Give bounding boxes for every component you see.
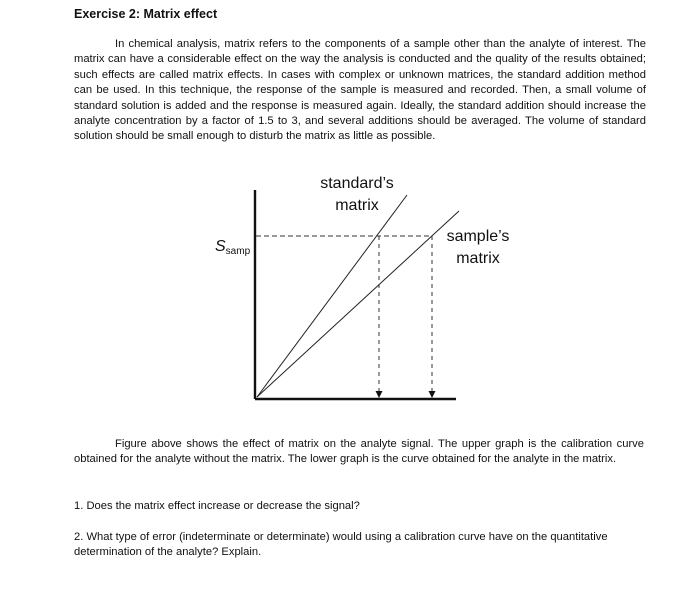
question-1: 1. Does the matrix effect increase or decrease the signal?	[74, 500, 360, 512]
standard-matrix-line	[257, 195, 407, 397]
standard-drop-arrowhead	[376, 391, 383, 398]
question-2: 2. What type of error (indeterminate or determinate) would using a calibration curve have on the quantitative determination of the analyte? Explain.	[74, 531, 608, 559]
caption-text: Figure above shows the effect of matrix on the analyte signal. The upper graph is the calibration curve obtained for the analyte without the matrix. The lower graph is the curve obtained for the analyte in the matrix.	[74, 438, 644, 466]
figure-caption	[74, 437, 644, 468]
intro-text: In chemical analysis, matrix refers to the components of a sample other than the analyte of interest. The matrix can have a considerable effect on the way the analysis is conducted and the quality of the results obtained; such effects are called matrix effects. In cases with complex or unknown matrices, the standard addition method can be used. In this technique, the response of the sample is measured and recorded. Then, a small volume of standard solution is added and the response is measured again. Ideally, the standard addition should increase the analyte concentration by a factor of 1.5 to 3, and several additions should be averaged. The volume of standard solution should be small enough to disturb the matrix as little as possible.	[74, 38, 646, 143]
sample-matrix-line	[257, 211, 459, 397]
exercise-title: Exercise 2: Matrix effect	[74, 7, 218, 21]
sample-matrix-label-line2: matrix	[456, 250, 500, 267]
standard-matrix-label-line2: matrix	[335, 197, 379, 214]
standard-matrix-label-line1: standard’s	[320, 175, 394, 192]
sample-matrix-label-line1: sample’s	[446, 228, 510, 245]
sample-drop-arrowhead	[429, 391, 436, 398]
y-axis-label: Ssamp	[215, 238, 251, 257]
